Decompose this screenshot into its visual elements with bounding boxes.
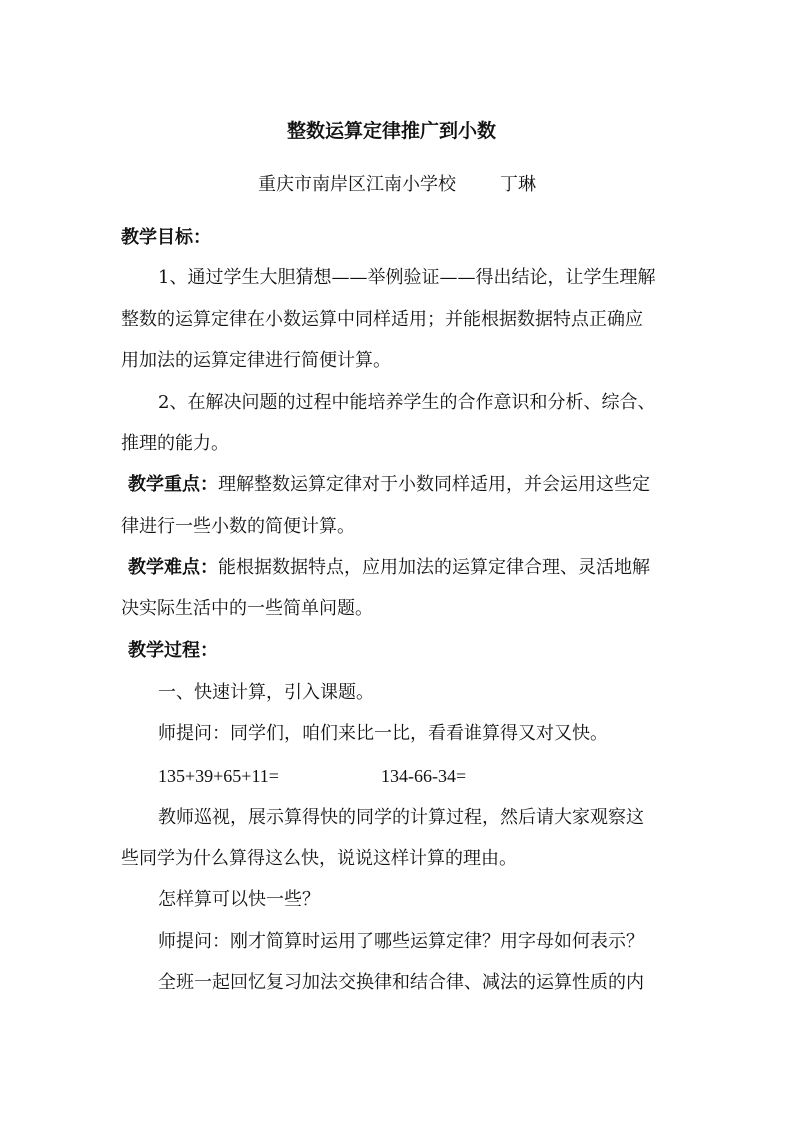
objective-2-line-2: 推理的能力。 <box>121 433 229 454</box>
teacher-question-1: 师提问：同学们，咱们来比一比，看看谁算得又对又快。 <box>158 723 608 744</box>
key-points-text: 理解整数运算定律对于小数同样适用，并会运用这些定 <box>218 474 650 495</box>
objective-1-line-1: 1、通过学生大胆猜想——举例验证——得出结论，让学生理解 <box>158 267 656 288</box>
question-line: 怎样算可以快一些？ <box>158 889 320 910</box>
teacher-question-2: 师提问：刚才简算时运用了哪些运算定律？用字母如何表示？ <box>158 931 644 952</box>
section-1-heading: 一、快速计算，引入课题。 <box>158 682 374 703</box>
difficulties-label: 教学难点： <box>128 557 218 578</box>
expression-2: 134-66-34= <box>381 766 467 786</box>
paragraph-1-line-2: 些同学为什么算得这么快，说说这样计算的理由。 <box>121 848 517 869</box>
difficulties-line-1 <box>128 556 650 580</box>
key-points-line-2: 律进行一些小数的简便计算。 <box>121 516 355 537</box>
objective-2-line-1: 2、在解决问题的过程中能培养学生的合作意识和分析、综合、 <box>158 392 656 413</box>
key-points-label: 教学重点： <box>128 474 218 495</box>
expression-1: 135+39+65+11= <box>158 766 279 786</box>
author-name: 丁琳 <box>500 174 536 195</box>
difficulties-line-2: 决实际生活中的一些简单问题。 <box>121 598 373 619</box>
objectives-heading: 教学目标： <box>121 227 211 248</box>
paragraph-1-line-1: 教师巡视，展示算得快的同学的计算过程，然后请大家观察这 <box>158 807 644 828</box>
paragraph-2-line-1: 全班一起回忆复习加法交换律和结合律、减法的运算性质的内 <box>158 972 644 993</box>
document-title: 整数运算定律推广到小数 <box>287 120 497 142</box>
objective-1-line-3: 用加法的运算定律进行简便计算。 <box>121 350 391 371</box>
process-heading: 教学过程： <box>128 640 218 661</box>
key-points-line-1 <box>128 473 650 497</box>
author-school: 重庆市南岸区江南小学校 <box>258 174 456 195</box>
objective-1-line-2: 整数的运算定律在小数运算中同样适用；并能根据数据特点正确应 <box>121 309 643 330</box>
difficulties-text: 能根据数据特点，应用加法的运算定律合理、灵活地解 <box>218 557 650 578</box>
